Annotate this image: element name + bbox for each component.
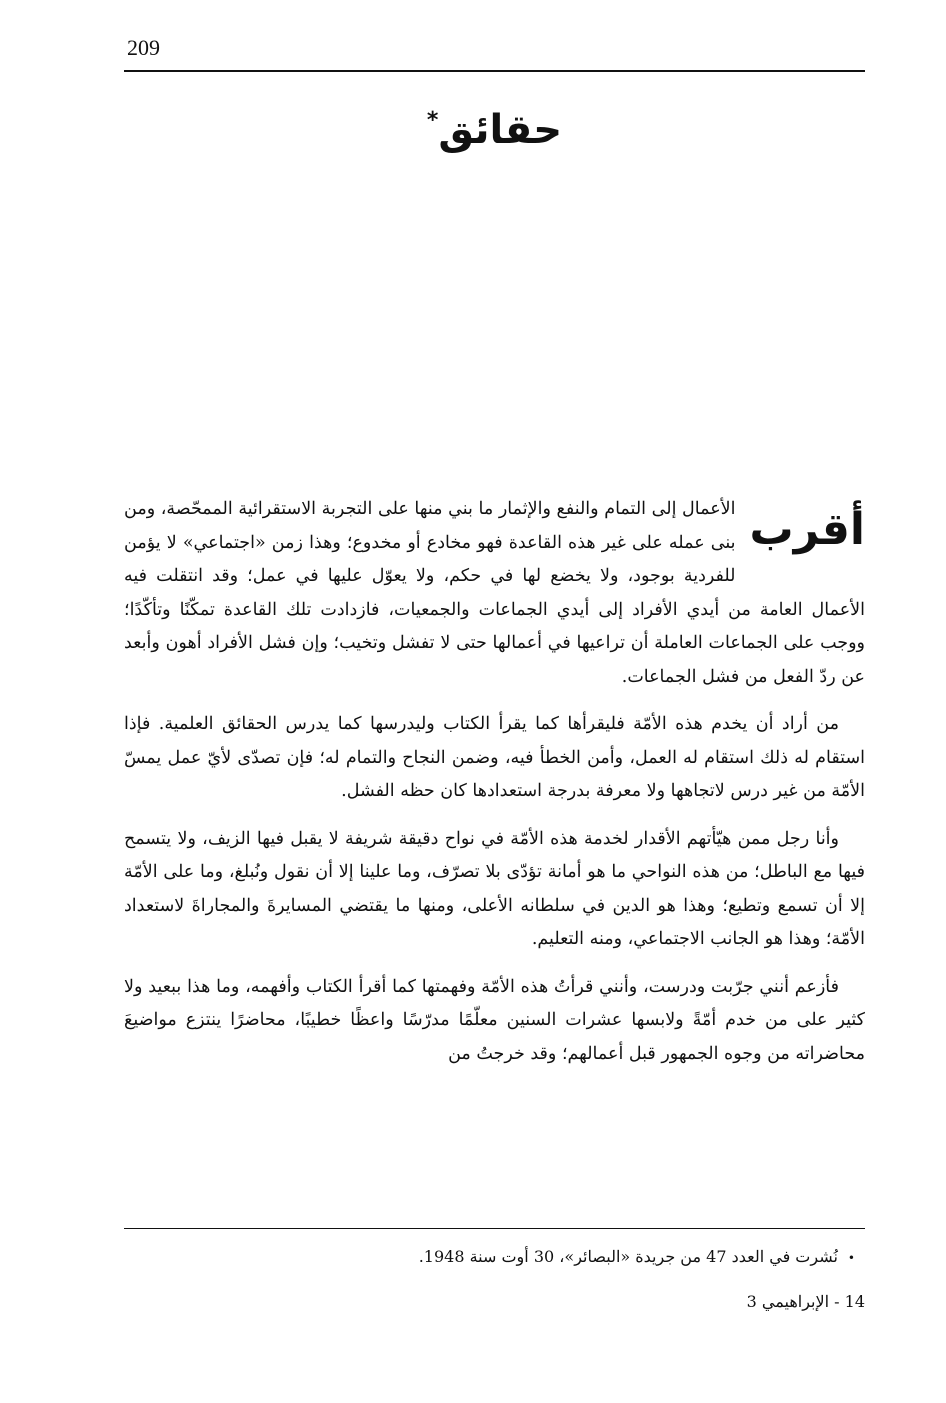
paragraph-2: من أراد أن يخدم هذه الأمّة فليقرأها كما يقرأ الكتاب وليدرسها كما يدرس الحقائق العلمية. فإذا استقام له ذلك استقام له العمل، وأمن الخطأ فيه، وضمن النجاح والتمام له؛ فإن تصدّى لأيّ عمل يمسّ الأمّة من غير درس لاتجاهها ولا معرفة بدرجة استعدادها كان حظه الفشل. <box>124 714 865 801</box>
dropcap-word: أقرب <box>749 504 865 555</box>
footnote-text: نُشرت في العدد 47 من جريدة «البصائر»، 30 أوت سنة 1948. <box>418 1247 838 1266</box>
signature-line: 14 - الإبراهيمي 3 <box>746 1292 865 1311</box>
footnote <box>124 1244 865 1271</box>
footnote-rule <box>124 1228 865 1229</box>
footnote-marker: • <box>847 1251 855 1265</box>
paragraph-1 <box>124 493 865 694</box>
title-footnote-marker: * <box>426 108 439 133</box>
paragraph-1-text: الأعمال إلى التمام والنفع والإثمار ما بني منها على التجربة الاستقرائية الممحّصة، ومن بنى عمله على غير هذه القاعدة فهو مخادع أو مخدوع؛ وهذا زمن «اجتماعي» لا يؤمن للفردية بوجود، ولا يخضع لها في حكم، ولا يعوّل عليها في عمل؛ وقد انتقلت فيه الأعمال العامة من أيدي الأفراد إلى أيدي الجماعات والجمعيات، فازدادت تلك القاعدة تمكّنًا وتأكّدًا؛ ووجب على الجماعات العاملة أن تراعيها في أعمالها حتى لا تفشل وتخيب؛ وإن فشل الأفراد أهون وأبعد عن ردّ الفعل من فشل الجماعات. <box>124 499 865 687</box>
header-rule <box>124 70 865 72</box>
paragraph-4: فأزعم أنني جرّبت ودرست، وأنني قرأتُ هذه الأمّة وفهمتها كما أقرأ الكتاب وأفهمه، وما هذا ببعيد ولا كثير على من خدم أمّةً ولابسها عشرات السنين معلّمًا مدرّسًا واعظًا خطيبًا، محاضرًا ينتزع مواضيعَ محاضراته من وجوه الجمهور قبل أعمالهم؛ وقد خرجتُ من <box>124 976 865 1064</box>
title-block <box>124 104 865 156</box>
page-number: 209 <box>127 35 160 60</box>
paragraph-3: وأنا رجل ممن هيّأتهم الأقدار لخدمة هذه الأمّة في نواح دقيقة شريفة لا يقبل فيها الزيف، ولا يتسمح فيها مع الباطل؛ من هذه النواحي ما هو أمانة تؤدّى بلا تصرّف، وما علينا إلا أن نقول ونُبلغ، وما على الأمّة إلا أن تسمع وتطيع؛ وهذا هو الدين في سلطانه الأعلى، ومنها ما يقتضي المسايرةَ والمجاراةَ لاستعداد الأمّة؛ وهذا هو الجانب الاجتماعي، ومنه التعليم. <box>124 828 865 949</box>
article-body <box>124 493 865 1085</box>
page-title: حقائق <box>438 107 563 153</box>
